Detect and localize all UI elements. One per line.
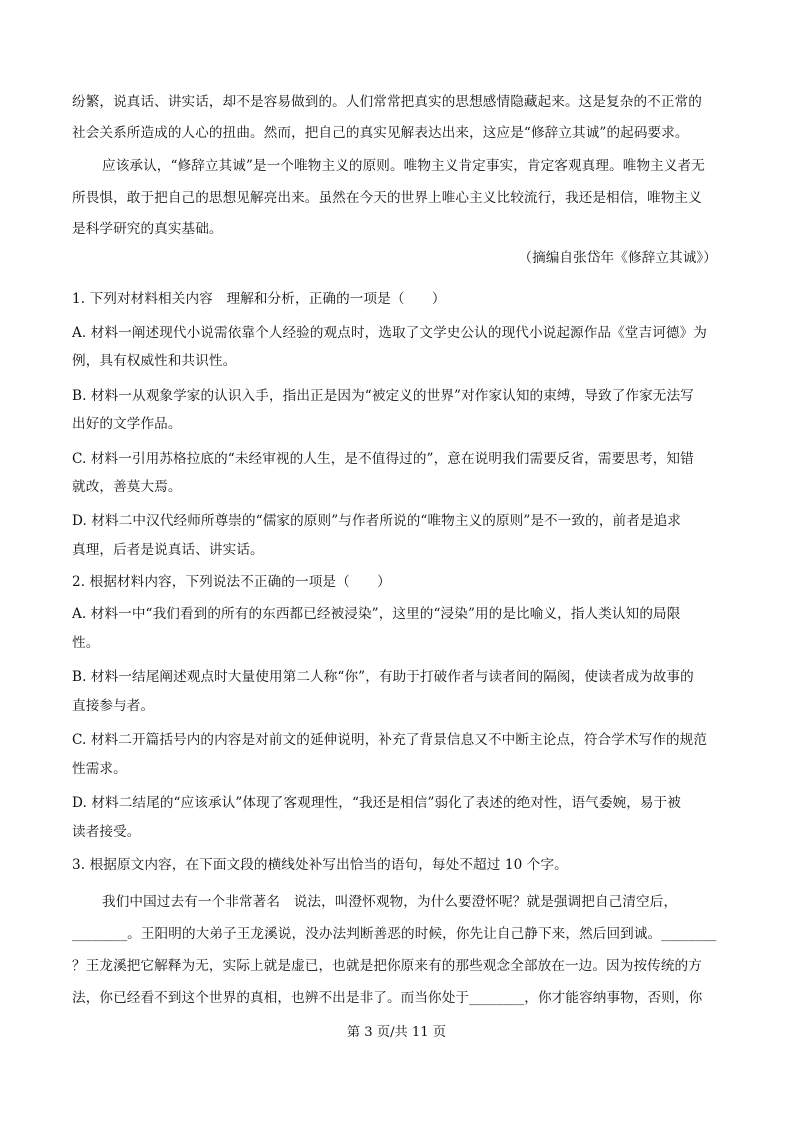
- source-citation: （摘编自张岱年《修辞立其诚》）: [518, 250, 717, 266]
- option-1c: C. 材料一引用苏格拉底的“未经审视的人生，是不值得过的”，意在说明我们需要反省，需要思考，知错: [72, 451, 694, 467]
- passage-line: ？王龙溪把它解释为无，实际上就是虚已，也就是把你原来有的那些观念全部放在一边。因为按传统的方: [72, 958, 702, 974]
- option-2b-cont: 直接参与者。: [72, 698, 155, 714]
- option-1b-cont: 出好的文学作品。: [72, 416, 182, 432]
- option-1b: B. 材料一从观象学家的认识入手，指出正是因为“被定义的世界”对作家认知的束缚，导致了作家无法写: [72, 388, 694, 404]
- page-number: 第 3 页/共 11 页: [346, 1025, 447, 1040]
- option-2c: C. 材料二开篇括号内的内容是对前文的延伸说明，补充了背景信息又不中断主论点，符合学术写作的规范: [72, 732, 708, 748]
- option-1c-cont: 就改，善莫大焉。: [72, 479, 182, 495]
- option-1d-cont: 真理，后者是说真话、讲实话。: [72, 542, 264, 558]
- option-2b: B. 材料一结尾阐述观点时大量使用第二人称“你”，有助于打破作者与读者间的隔阂，使读者成为故事的: [72, 669, 694, 685]
- passage-line: 我们中国过去有一个非常著名 说法，叫澄怀观物，为什么要澄怀呢？就是强调把自己清空后，: [102, 894, 678, 910]
- paragraph-line: 是科学研究的真实基础。: [72, 221, 223, 237]
- option-2a-cont: 性。: [72, 635, 100, 651]
- option-2d-cont: 读者接受。: [72, 824, 141, 840]
- question-1-stem: 1. 下列对材料相关内容 理解和分析，正确的一项是（ ）: [72, 291, 446, 307]
- paragraph-line: 应该承认，“修辞立其诚”是一个唯物主义的原则。唯物主义肯定事实，肯定客观真理。唯物主义者无: [102, 158, 705, 174]
- option-2a: A. 材料一中“我们看到的所有的东西都已经被浸染”，这里的“浸染”用的是比喻义，指人类认知的局限: [72, 606, 681, 622]
- paragraph-line: 纷繁，说真话、讲实话，却不是容易做到的。人们常常把真实的思想感情隐藏起来。这是复杂的不正常的: [72, 94, 702, 110]
- option-1d: D. 材料二中汉代经师所尊崇的“儒家的原则”与作者所说的“唯物主义的原则”是不一致的，前者是追求: [72, 513, 681, 529]
- option-2c-cont: 性需求。: [72, 761, 127, 777]
- option-2d: D. 材料二结尾的“应该承认”体现了客观理性，“我还是相信”弱化了表述的绝对性，语气委婉，易于被: [72, 795, 681, 811]
- paragraph-line: 所畏惧，敢于把自己的思想见解亮出来。虽然在今天的世界上唯心主义比较流行，我还是相信，唯物主义: [72, 190, 702, 206]
- passage-line: ________。王阳明的大弟子王龙溪说，没办法判断善恶的时候，你先让自己静下来，然后回到诚。________: [72, 926, 717, 942]
- question-3-stem: 3. 根据原文内容，在下面文段的横线处补写出恰当的语句，每处不超过 10 个字。: [72, 857, 568, 873]
- passage-line: 法，你已经看不到这个世界的真相，也辨不出是非了。而当你处于________，你才能容纳事物，否则，你: [72, 990, 703, 1006]
- question-2-stem: 2. 根据材料内容，下列说法不正确的一项是（ ）: [72, 574, 391, 590]
- option-1a: A. 材料一阐述现代小说需依靠个人经验的观点时，选取了文学史公认的现代小说起源作品《堂吉诃德》为: [72, 325, 707, 341]
- paragraph-line: 社会关系所造成的人心的扭曲。然而，把自己的真实见解表达出来，这应是“修辞立其诚”的起码要求。: [72, 125, 689, 141]
- option-1a-cont: 例，具有权威性和共识性。: [72, 353, 237, 369]
